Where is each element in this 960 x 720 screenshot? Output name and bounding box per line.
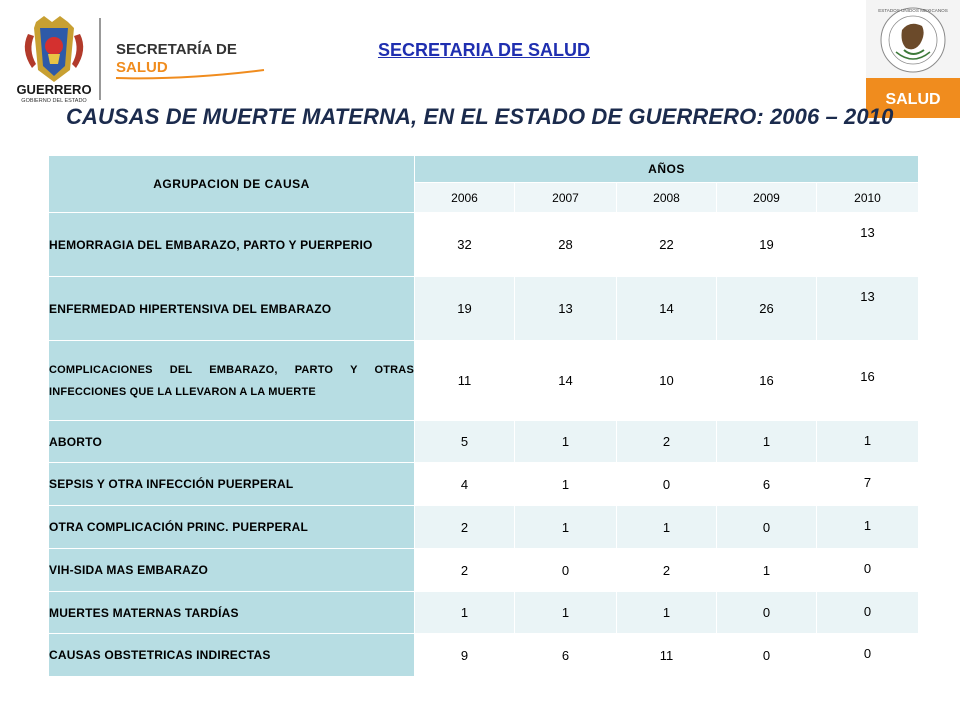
value-cell: 14	[515, 341, 617, 421]
value-cell: 9	[415, 634, 515, 677]
cause-cell: MUERTES MATERNAS TARDÍAS	[49, 592, 415, 634]
value-cell: 0	[817, 634, 919, 677]
guerrero-shield-icon	[25, 16, 83, 82]
value-cell: 2	[415, 549, 515, 592]
value-cell: 1	[817, 506, 919, 549]
value-cell: 2	[415, 506, 515, 549]
value-cell: 26	[717, 277, 817, 341]
value-cell: 13	[817, 277, 919, 341]
value-cell: 10	[617, 341, 717, 421]
value-cell: 5	[415, 421, 515, 463]
table-row	[49, 506, 919, 549]
value-cell: 1	[817, 421, 919, 463]
value-cell: 28	[515, 213, 617, 277]
value-cell: 16	[817, 341, 919, 421]
year-header: 2010	[817, 183, 919, 213]
value-cell: 0	[515, 549, 617, 592]
value-cell: 6	[515, 634, 617, 677]
value-cell: 0	[717, 592, 817, 634]
value-cell: 0	[717, 634, 817, 677]
table-row	[49, 592, 919, 634]
dept-line1: SECRETARÍA DE	[116, 41, 237, 58]
value-cell: 11	[617, 634, 717, 677]
year-header: 2009	[717, 183, 817, 213]
value-cell: 13	[817, 213, 919, 277]
year-header: 2007	[515, 183, 617, 213]
value-cell: 22	[617, 213, 717, 277]
cause-cell: HEMORRAGIA DEL EMBARAZO, PARTO Y PUERPERIO	[49, 213, 415, 277]
value-cell: 11	[415, 341, 515, 421]
value-cell: 1	[515, 506, 617, 549]
salud-federal-logo	[866, 0, 960, 118]
table-row	[49, 277, 919, 341]
value-cell: 0	[617, 463, 717, 506]
years-header: AÑOS	[415, 156, 919, 183]
value-cell: 7	[817, 463, 919, 506]
value-cell: 1	[717, 549, 817, 592]
value-cell: 32	[415, 213, 515, 277]
value-cell: 1	[515, 421, 617, 463]
value-cell: 19	[415, 277, 515, 341]
value-cell: 0	[717, 506, 817, 549]
value-cell: 14	[617, 277, 717, 341]
value-cell: 1	[717, 421, 817, 463]
value-cell: 2	[617, 549, 717, 592]
value-cell: 0	[817, 549, 919, 592]
value-cell: 0	[817, 592, 919, 634]
cause-cell: COMPLICACIONES DEL EMBARAZO, PARTO Y OTRAS INFECCIONES QUE LA LLEVARON A LA MUERTE	[49, 341, 415, 421]
value-cell: 1	[415, 592, 515, 634]
value-cell: 6	[717, 463, 817, 506]
cause-column-header: AGRUPACION DE CAUSA	[49, 156, 415, 213]
state-subtitle: GOBIERNO DEL ESTADO	[21, 98, 87, 104]
state-name: GUERRERO	[16, 82, 92, 97]
cause-cell: ENFERMEDAD HIPERTENSIVA DEL EMBARAZO	[49, 277, 415, 341]
value-cell: 16	[717, 341, 817, 421]
value-cell: 1	[617, 592, 717, 634]
maternal-death-table	[48, 155, 919, 677]
org-title: SECRETARIA DE SALUD	[377, 40, 590, 60]
value-cell: 1	[515, 592, 617, 634]
cause-cell: ABORTO	[49, 421, 415, 463]
cause-cell: SEPSIS Y OTRA INFECCIÓN PUERPERAL	[49, 463, 415, 506]
value-cell: 2	[617, 421, 717, 463]
value-cell: 1	[515, 463, 617, 506]
seal-text: ESTADOS UNIDOS MEXICANOS	[878, 8, 948, 13]
cause-cell: VIH-SIDA MAS EMBARAZO	[49, 549, 415, 592]
value-cell: 1	[617, 506, 717, 549]
salud-label: SALUD	[885, 91, 941, 108]
table-row	[49, 549, 919, 592]
table-row	[49, 421, 919, 463]
cause-cell: OTRA COMPLICACIÓN PRINC. PUERPERAL	[49, 506, 415, 549]
dept-line2: SALUD	[116, 59, 168, 76]
mexican-seal-icon	[881, 8, 945, 72]
guerrero-salud-logo	[14, 14, 274, 104]
page-title: CAUSAS DE MUERTE MATERNA, EN EL ESTADO DE GUERRERO: 2006 – 2010	[66, 104, 894, 129]
table-row	[49, 341, 919, 421]
value-cell: 13	[515, 277, 617, 341]
table-row	[49, 463, 919, 506]
cause-cell: CAUSAS OBSTETRICAS INDIRECTAS	[49, 634, 415, 677]
table-row	[49, 634, 919, 677]
table-row	[49, 213, 919, 277]
year-header: 2008	[617, 183, 717, 213]
value-cell: 4	[415, 463, 515, 506]
value-cell: 19	[717, 213, 817, 277]
year-header: 2006	[415, 183, 515, 213]
